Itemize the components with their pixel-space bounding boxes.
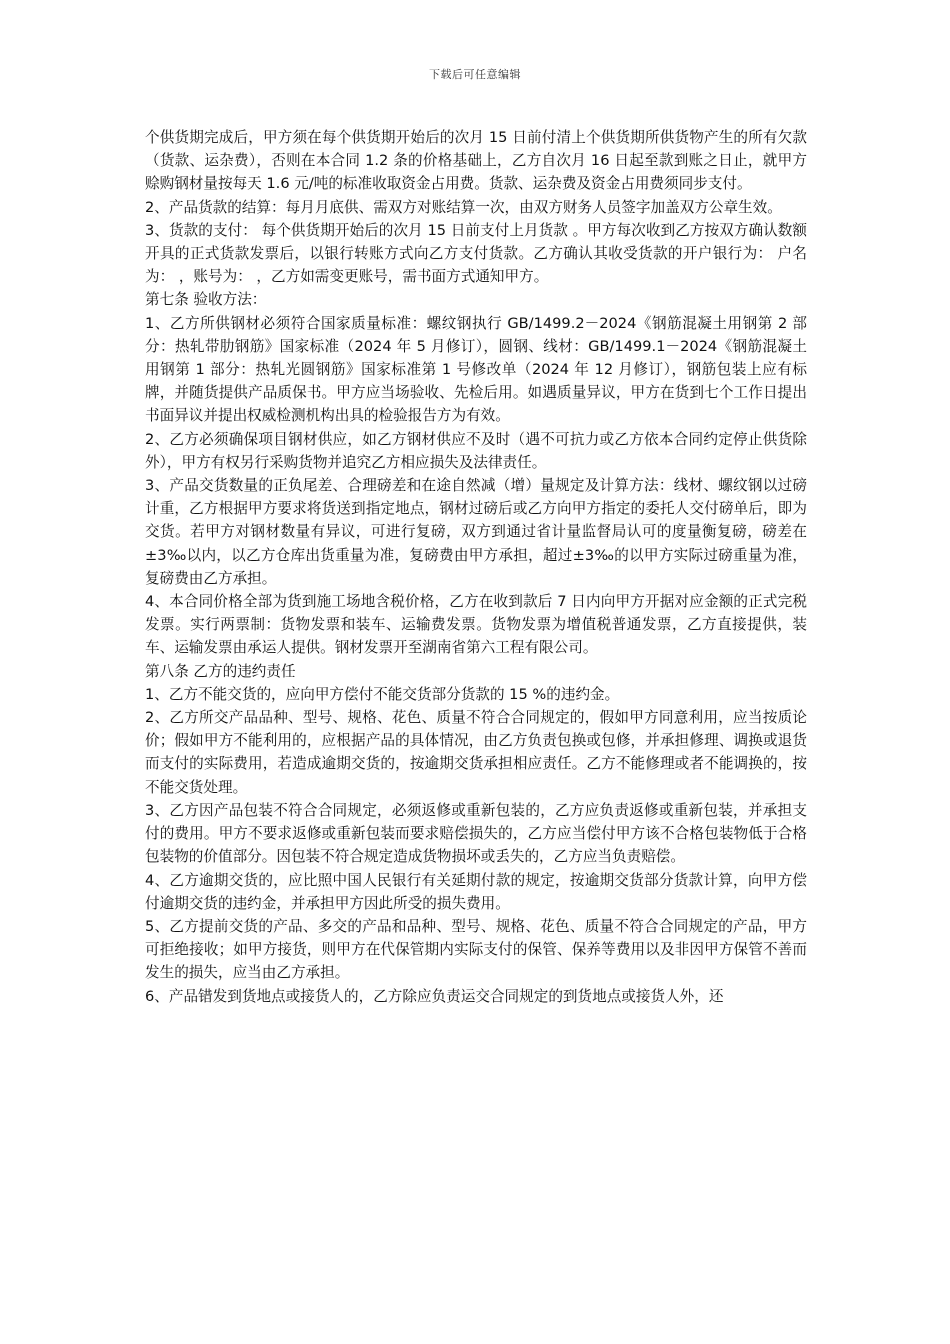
paragraph-breach-no-delivery: 1、乙方不能交货的，应向甲方偿付不能交货部分货款的 15 %的违约金。 [145,685,620,703]
paragraph-payment-deadline: 个供货期完成后，甲方须在每个供货期开始后的次月 15 日前付清上个供货期所供货物产生的所有欠款（货款、运杂费），否则在本合同 1.2 条的价格基础上，乙方自次月 16 日起至款到账之日止，就甲方赊购钢材量按每天 1.6 元/吨的标准收取资金占用费。货款、运杂费及资金占用费须同步支付。 [145,129,807,193]
paragraph-breach-wrong-address: 6、产品错发到货地点或接货人的，乙方除应负责运交合同规定的到货地点或接货人外，还 [145,987,724,1005]
paragraph-supply-guarantee: 2、乙方必须确保项目钢材供应，如乙方钢材供应不及时（遇不可抗力或乙方依本合同约定停止供货除外），甲方有权另行采购货物并追究乙方相应损失及法律责任。 [145,430,807,471]
paragraph-settlement: 2、产品货款的结算：每月月底供、需双方对账结算一次，由双方财务人员签字加盖双方公章生效。 [145,198,782,216]
paragraph-weighing: 3、产品交货数量的正负尾差、合理磅差和在途自然减（增）量规定及计算方法：线材、螺纹钢以过磅计重，乙方根据甲方要求将货送到指定地点，钢材过磅后或乙方向甲方指定的委托人交付磅单后，即为交货。若甲方对钢材数量有异议，可进行复磅，双方到通过省计量监督局认可的度量衡复磅，磅差在±3‰以内，以乙方仓库出货重量为准，复磅费由甲方承担，超过±3‰的以甲方实际过磅重量为准，复磅费由乙方承担。 [145,477,807,587]
document-body [145,126,807,1008]
paragraph-breach-quality: 2、乙方所交产品品种、型号、规格、花色、质量不符合合同规定的，假如甲方同意利用，应当按质论价；假如甲方不能利用的，应根据产品的具体情况，由乙方负责包换或包修，并承担修理、调换或退货而支付的实际费用，若造成逾期交货的，按逾期交货承担相应责任。乙方不能修理或者不能调换的，按不能交货处理。 [145,709,807,796]
paragraph-invoice: 4、本合同价格全部为货到施工场地含税价格，乙方在收到款后 7 日内向甲方开据对应金额的正式完税发票。实行两票制：货物发票和装车、运输费发票。货物发票为增值税普通发票，乙方直接提供，装车、运输发票由承运人提供。钢材发票开至湖南省第六工程有限公司。 [145,593,807,657]
paragraph-breach-packaging: 3、乙方因产品包装不符合合同规定，必须返修或重新包装的，乙方应负责返修或重新包装，并承担支付的费用。甲方不要求返修或重新包装而要求赔偿损失的，乙方应当偿付甲方该不合格包装物低于合格包装物的价值部分。因包装不符合规定造成货物损坏或丢失的，乙方应当负责赔偿。 [145,801,807,866]
paragraph-quality-standard: 1、乙方所供钢材必须符合国家质量标准：螺纹钢执行 GB/1499.2－2024《钢筋混凝土用钢第 2 部分：热轧带肋钢筋》国家标准（2024 年 5 月修订），圆钢、线材：GB/1499.1－2024《钢筋混凝土用钢第 1 部分：热轧光圆钢筋》国家标准第 1 号修改单（2024 年 12 月修订），钢筋包装上应有标牌，并随货提供产品质保书。甲方应当场验收、先检后用。如遇质量异议，甲方在货到七个工作日提出书面异议并提出权威检测机构出具的检验报告方为有效。 [145,314,807,425]
paragraph-payment-method: 3、货款的支付： 每个供货期开始后的次月 15 日前支付上月货款 。甲方每次收到乙方按双方确认数额开具的正式货款发票后，以银行转账方式向乙方支付货款。乙方确认其收受货款的开户银行为： 户名为： ，账号为： ，乙方如需变更账号，需书面方式通知甲方。 [145,221,807,286]
section-heading-article-8: 第八条 乙方的违约责任 [145,662,296,680]
page-header: 下载后可任意编辑 [429,68,521,81]
section-heading-article-7: 第七条 验收方法： [145,291,267,309]
paragraph-breach-late-delivery: 4、乙方逾期交货的，应比照中国人民银行有关延期付款的规定，按逾期交货部分货款计算，向甲方偿付逾期交货的违约金，并承担甲方因此所受的损失费用。 [145,871,807,912]
paragraph-breach-early-delivery: 5、乙方提前交货的产品、多交的产品和品种、型号、规格、花色、质量不符合合同规定的产品，甲方可拒绝接收；如甲方接货，则甲方在代保管期内实际支付的保管、保养等费用以及非因甲方保管不善而发生的损失，应当由乙方承担。 [145,917,807,982]
